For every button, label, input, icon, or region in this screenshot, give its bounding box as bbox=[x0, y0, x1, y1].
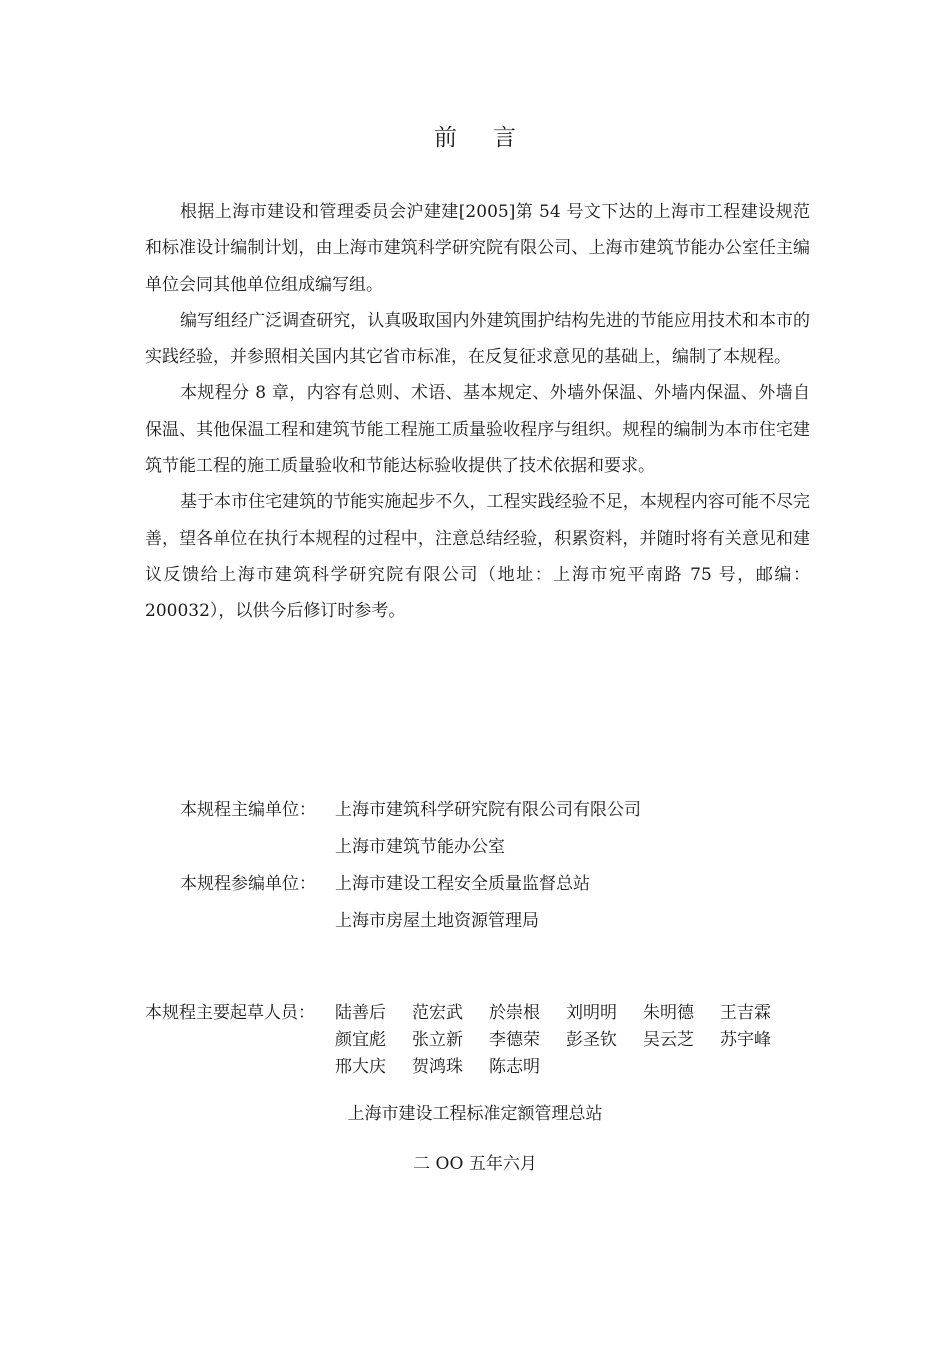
drafter-name: 王吉霖 bbox=[720, 1003, 771, 1023]
participating-unit-row-1 bbox=[180, 866, 641, 903]
paragraph-4: 基于本市住宅建筑的节能实施起步不久，工程实践经验不足，本规程内容可能不尽完善，望各单位在执行本规程的过程中，注意总结经验，积累资料，并随时将有关意见和建议反馈给上海市建筑科学研究院有限公司（地址：上海市宛平南路 75 号，邮编：200032），以供今后修订时参考。 bbox=[145, 492, 810, 622]
drafter-name: 吴云芝 bbox=[643, 1030, 694, 1050]
chief-units-label: 本规程主编单位： bbox=[180, 800, 316, 820]
participating-units-label: 本规程参编单位： bbox=[180, 874, 316, 894]
preface-body bbox=[145, 194, 810, 630]
chief-unit-2: 上海市建筑节能办公室 bbox=[335, 837, 505, 857]
drafter-name: 苏宇峰 bbox=[720, 1030, 771, 1050]
issuer: 上海市建设工程标准定额管理总站 bbox=[347, 1104, 603, 1124]
drafter-name: 范宏武 bbox=[412, 1003, 463, 1023]
drafter-name: 朱明德 bbox=[643, 1003, 694, 1023]
chief-unit-row-1 bbox=[180, 792, 641, 829]
drafters-row bbox=[335, 1027, 805, 1054]
drafter-name: 於崇根 bbox=[489, 1003, 540, 1023]
drafter-name: 刘明明 bbox=[566, 1003, 617, 1023]
drafters-row bbox=[335, 1000, 805, 1027]
paragraph-1: 根据上海市建设和管理委员会沪建建[2005]第 54 号文下达的上海市工程建设规范和标准设计编制计划，由上海市建筑科学研究院有限公司、上海市建筑节能办公室任主编单位会同其他单位组成编写组。 bbox=[145, 202, 810, 295]
drafter-name: 李德荣 bbox=[489, 1030, 540, 1050]
chief-unit-1: 上海市建筑科学研究院有限公司有限公司 bbox=[335, 800, 641, 820]
participating-unit-1: 上海市建设工程安全质量监督总站 bbox=[335, 874, 590, 894]
units-section bbox=[180, 792, 641, 940]
drafter-name: 贺鸿珠 bbox=[412, 1057, 463, 1077]
participating-unit-2: 上海市房屋土地资源管理局 bbox=[335, 911, 539, 931]
participating-unit-row-2 bbox=[180, 903, 641, 940]
drafter-name: 陆善后 bbox=[335, 1003, 386, 1023]
chief-unit-row-2 bbox=[180, 829, 641, 866]
drafters-row bbox=[335, 1054, 805, 1081]
paragraph-2: 编写组经广泛调查研究，认真吸取国内外建筑围护结构先进的节能应用技术和本市的实践经验，并参照相关国内其它省市标准，在反复征求意见的基础上，编制了本规程。 bbox=[145, 310, 810, 368]
drafter-name: 邢大庆 bbox=[335, 1057, 386, 1077]
drafter-name: 颜宜彪 bbox=[335, 1030, 386, 1050]
page-title: 前言 bbox=[434, 125, 552, 151]
paragraph-3: 本规程分 8 章，内容有总则、术语、基本规定、外墙外保温、外墙内保温、外墙自保温、其他保温工程和建筑节能工程施工质量验收程序与组织。规程的编制为本市住宅建筑节能工程的施工质量验收和节能达标验收提供了技术依据和要求。 bbox=[145, 383, 810, 477]
drafters-section bbox=[145, 1000, 805, 1081]
drafter-name: 彭圣钦 bbox=[566, 1030, 617, 1050]
issue-date: 二 OO 五年六月 bbox=[413, 1154, 537, 1174]
drafter-name: 陈志明 bbox=[489, 1057, 540, 1077]
drafters-label: 本规程主要起草人员： bbox=[145, 1003, 315, 1023]
drafter-name: 张立新 bbox=[412, 1030, 463, 1050]
drafters-names bbox=[335, 1000, 805, 1081]
